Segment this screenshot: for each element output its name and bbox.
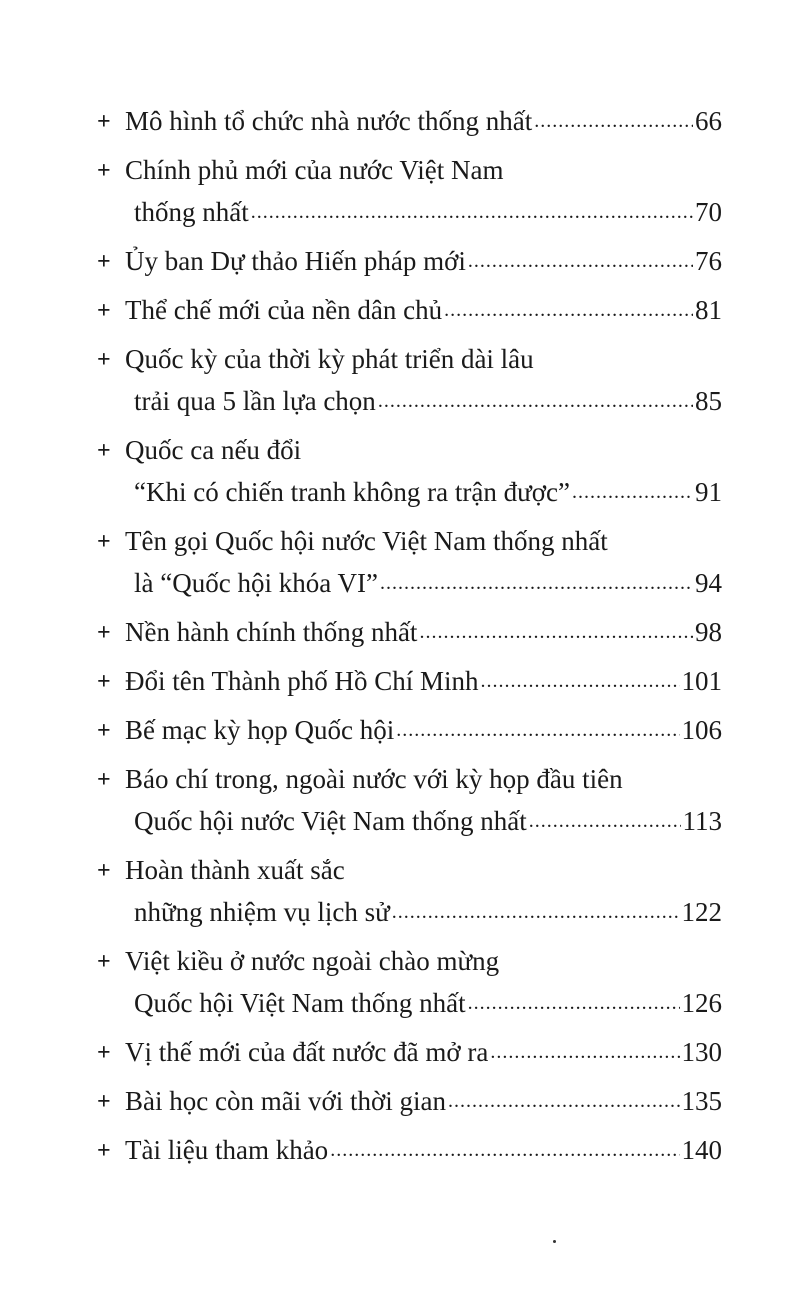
toc-line xyxy=(97,660,722,702)
toc-title: những nhiệm vụ lịch sử xyxy=(134,897,390,927)
dot-leader xyxy=(468,982,680,1024)
toc-title: Tài liệu tham khảo xyxy=(125,1135,329,1165)
page-number: 122 xyxy=(681,897,722,927)
page-number: 135 xyxy=(681,1086,722,1116)
dot-leader xyxy=(251,191,693,233)
dot-leader xyxy=(380,562,693,604)
toc-line xyxy=(97,100,722,142)
plus-bullet-icon: + xyxy=(97,767,111,793)
toc-title: Quốc kỳ của thời kỳ phát triển dài lâu xyxy=(125,344,534,374)
dot-leader xyxy=(396,709,679,751)
toc-title: Việt kiều ở nước ngoài chào mừng xyxy=(125,946,500,976)
toc-title: Chính phủ mới của nước Việt Nam xyxy=(125,155,504,185)
toc-line xyxy=(97,380,722,422)
dot-leader xyxy=(572,471,693,513)
plus-bullet-icon: + xyxy=(97,109,111,135)
toc-title: thống nhất xyxy=(134,197,249,227)
plus-bullet-icon: + xyxy=(97,529,111,555)
toc-entry xyxy=(97,289,722,331)
toc-line xyxy=(97,1080,722,1122)
toc-title: Đổi tên Thành phố Hồ Chí Minh xyxy=(125,666,479,696)
toc-entry xyxy=(97,100,722,142)
toc-entry xyxy=(97,520,722,604)
toc-title: Hoàn thành xuất sắc xyxy=(125,855,345,885)
toc-title: trải qua 5 lần lựa chọn xyxy=(134,386,376,416)
toc-line xyxy=(97,982,722,1024)
toc-line xyxy=(97,338,722,380)
page-number: 76 xyxy=(695,246,722,276)
toc-title: Nền hành chính thống nhất xyxy=(125,617,418,647)
plus-bullet-icon: + xyxy=(97,1040,111,1066)
page-speck xyxy=(553,1240,556,1243)
toc-entry xyxy=(97,338,722,422)
plus-bullet-icon: + xyxy=(97,949,111,975)
plus-bullet-icon: + xyxy=(97,249,111,275)
toc-line xyxy=(97,520,722,562)
dot-leader xyxy=(448,1080,680,1122)
toc-line xyxy=(97,709,722,751)
toc-line xyxy=(97,800,722,842)
plus-bullet-icon: + xyxy=(97,1138,111,1164)
dot-leader xyxy=(529,800,681,842)
toc-entry xyxy=(97,849,722,933)
toc-title: Mô hình tổ chức nhà nước thống nhất xyxy=(125,106,533,136)
toc-entry xyxy=(97,709,722,751)
toc-entry xyxy=(97,429,722,513)
page-number: 98 xyxy=(695,617,722,647)
toc-title: Tên gọi Quốc hội nước Việt Nam thống nhất xyxy=(125,526,608,556)
plus-bullet-icon: + xyxy=(97,669,111,695)
toc-line xyxy=(97,849,722,891)
page-number: 140 xyxy=(681,1135,722,1165)
toc-entry xyxy=(97,240,722,282)
toc-title: Quốc ca nếu đổi xyxy=(125,435,302,465)
toc-title: “Khi có chiến tranh không ra trận được” xyxy=(134,477,570,507)
toc-entry xyxy=(97,611,722,653)
page-number: 85 xyxy=(695,386,722,416)
dot-leader xyxy=(444,289,693,331)
plus-bullet-icon: + xyxy=(97,1089,111,1115)
toc-title: Quốc hội nước Việt Nam thống nhất xyxy=(134,806,527,836)
page-number: 113 xyxy=(682,806,722,836)
page-number: 126 xyxy=(681,988,722,1018)
page-number: 81 xyxy=(695,295,722,325)
dot-leader xyxy=(468,240,693,282)
toc-line xyxy=(97,611,722,653)
dot-leader xyxy=(490,1031,679,1073)
table-of-contents xyxy=(97,100,722,1178)
toc-title: Báo chí trong, ngoài nước với kỳ họp đầu tiên xyxy=(125,764,623,794)
toc-line xyxy=(97,940,722,982)
toc-title: Quốc hội Việt Nam thống nhất xyxy=(134,988,466,1018)
plus-bullet-icon: + xyxy=(97,438,111,464)
toc-entry xyxy=(97,1031,722,1073)
toc-line xyxy=(97,429,722,471)
toc-entry xyxy=(97,1129,722,1171)
dot-leader xyxy=(330,1129,679,1171)
dot-leader xyxy=(534,100,693,142)
toc-title: Thể chế mới của nền dân chủ xyxy=(125,295,443,325)
toc-line xyxy=(97,1031,722,1073)
toc-title: Vị thế mới của đất nước đã mở ra xyxy=(125,1037,489,1067)
plus-bullet-icon: + xyxy=(97,620,111,646)
toc-title: Bài học còn mãi với thời gian xyxy=(125,1086,446,1116)
toc-line xyxy=(97,471,722,513)
toc-line xyxy=(97,240,722,282)
toc-line xyxy=(97,149,722,191)
page-number: 91 xyxy=(695,477,722,507)
toc-entry xyxy=(97,940,722,1024)
page-number: 94 xyxy=(695,568,722,598)
dot-leader xyxy=(419,611,693,653)
dot-leader xyxy=(378,380,693,422)
toc-line xyxy=(97,1129,722,1171)
toc-line xyxy=(97,191,722,233)
toc-title: là “Quốc hội khóa VI” xyxy=(134,568,378,598)
toc-line xyxy=(97,289,722,331)
toc-title: Bế mạc kỳ họp Quốc hội xyxy=(125,715,395,745)
plus-bullet-icon: + xyxy=(97,347,111,373)
plus-bullet-icon: + xyxy=(97,158,111,184)
page-number: 66 xyxy=(695,106,722,136)
plus-bullet-icon: + xyxy=(97,298,111,324)
toc-title: Ủy ban Dự thảo Hiến pháp mới xyxy=(125,246,466,276)
page-number: 70 xyxy=(695,197,722,227)
toc-entry xyxy=(97,149,722,233)
page-number: 130 xyxy=(681,1037,722,1067)
toc-entry xyxy=(97,1080,722,1122)
toc-line xyxy=(97,891,722,933)
page-number: 106 xyxy=(681,715,722,745)
page-number: 101 xyxy=(681,666,722,696)
toc-line xyxy=(97,758,722,800)
toc-entry xyxy=(97,660,722,702)
dot-leader xyxy=(481,660,680,702)
dot-leader xyxy=(392,891,680,933)
plus-bullet-icon: + xyxy=(97,718,111,744)
toc-entry xyxy=(97,758,722,842)
plus-bullet-icon: + xyxy=(97,858,111,884)
toc-line xyxy=(97,562,722,604)
